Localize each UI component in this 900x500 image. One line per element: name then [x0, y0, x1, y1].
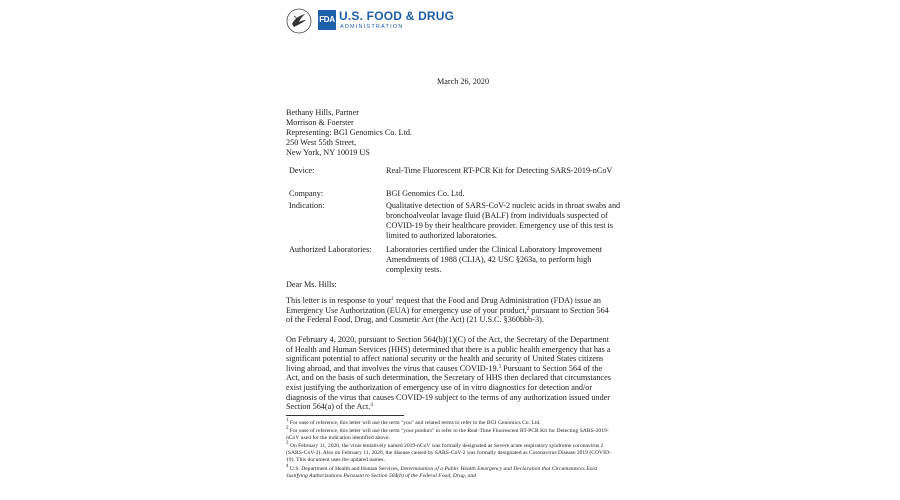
- recipient-line: Representing: BGI Genomics Co. Ltd.: [286, 128, 412, 137]
- footnote-ref: 2: [526, 306, 530, 312]
- recipient-line: New York, NY 10019 US: [286, 148, 370, 157]
- salutation: Dear Ms. Hills:: [286, 280, 337, 289]
- field-label-indication: Indication:: [289, 201, 325, 210]
- field-value-device: Real-Time Fluorescent RT-PCR Kit for Detecting SARS-2019-nCoV: [386, 166, 613, 175]
- footnote: $^4$ U.S. Department of Health and Human Services, Determination of a Public Health Emergency and Declaration that Circumstances Exist Justifying Authorizations Pursuant to Section 564(b) of the Federal Food, Drug, and: [286, 464, 598, 479]
- field-value-authorized-labs: Laboratories certified under the Clinical Laboratory Improvement Amendments of 1988 (CLIA), 42 USC §263a, to perform high complexity tests.: [386, 245, 602, 274]
- field-label-company: Company:: [289, 189, 324, 198]
- footnote-ref: 3: [498, 364, 502, 370]
- footnote: $^1$ For ease of reference, this letter will use the term "you" and related terms to refer to the BGI Genomics Co. Ltd.: [286, 418, 541, 426]
- field-value-indication: Qualitative detection of SARS-CoV-2 nucleic acids in throat swabs and bronchoalveolar lavage fluid (BALF) from individuals suspected of COVID-19 by their healthcare provider. Emergency use of this test is limited to authorized laboratories.: [386, 201, 621, 240]
- fda-logo: FDA: [318, 10, 336, 30]
- letter-date: March 26, 2020: [437, 77, 490, 86]
- recipient-line: 250 West 55th Street,: [286, 138, 357, 147]
- agency-name: U.S. FOOD & DRUG: [339, 9, 455, 23]
- recipient-line: Morrison & Foerster: [286, 118, 354, 127]
- field-label-authorized-labs: Authorized Laboratories:: [289, 245, 372, 254]
- footnote-divider: [286, 415, 404, 416]
- footnote-ref: 1: [391, 297, 395, 302]
- recipient-line: Bethany Hills, Partner: [286, 108, 359, 117]
- agency-subtitle: ADMINISTRATION: [340, 24, 404, 30]
- footnote: $^3$ On February 11, 2020, the virus tentatively named 2019-nCoV was formally designated as Severe acute respiratory syndrome coronavirus 2 (SARS-CoV-2). Also on February 11, 2020, the disease caused by SARS-CoV-2 was formally designated as Coronavirus Disease 2019 (COVID-19). This document uses the updated names.: [286, 441, 611, 463]
- body-paragraph: On February 4, 2020, pursuant to Section 564(b)(1)(C) of the Act, the Secretary of the Department of Health and Human Services (HHS) determined that there is a public health emergency that has a significant potential to affect national security or the health and security of United States citizens living abroad, and that involves the virus that causes COVID-19.$^3$ Pursuant to Section 564 of the Act, and on the basis of such determination, the Secretary of HHS then declared that circumstances exist justifying the authorization of emergency use of in vitro diagnostics for detection and/or diagnosis of the virus that causes COVID-19 subject to the terms of any authorization issued under Section 564(a) of the Act.$^4$: [286, 335, 611, 412]
- hhs-eagle-seal-icon: [286, 8, 312, 34]
- footnote: $^2$ For ease of reference, this letter will use the term "your product" to refer to the Real-Time Fluorescent RT-PCR Kit for Detecting SARS-2019-nCoV used for the indication identified above.: [286, 426, 609, 441]
- field-label-device: Device:: [289, 166, 315, 175]
- body-paragraph: This letter is in response to your$^1$ request that the Food and Drug Administration (FDA) issue an Emergency Use Authorization (EUA) for emergency use of your product,$^2$ pursuant to Section 564 of the Federal Food, Drug, and Cosmetic Act (the Act) (21 U.S.C. §360bbb-3).: [286, 296, 609, 325]
- footnote-ref: 4: [370, 403, 373, 409]
- field-value-company: BGI Genomics Co. Ltd.: [386, 189, 465, 198]
